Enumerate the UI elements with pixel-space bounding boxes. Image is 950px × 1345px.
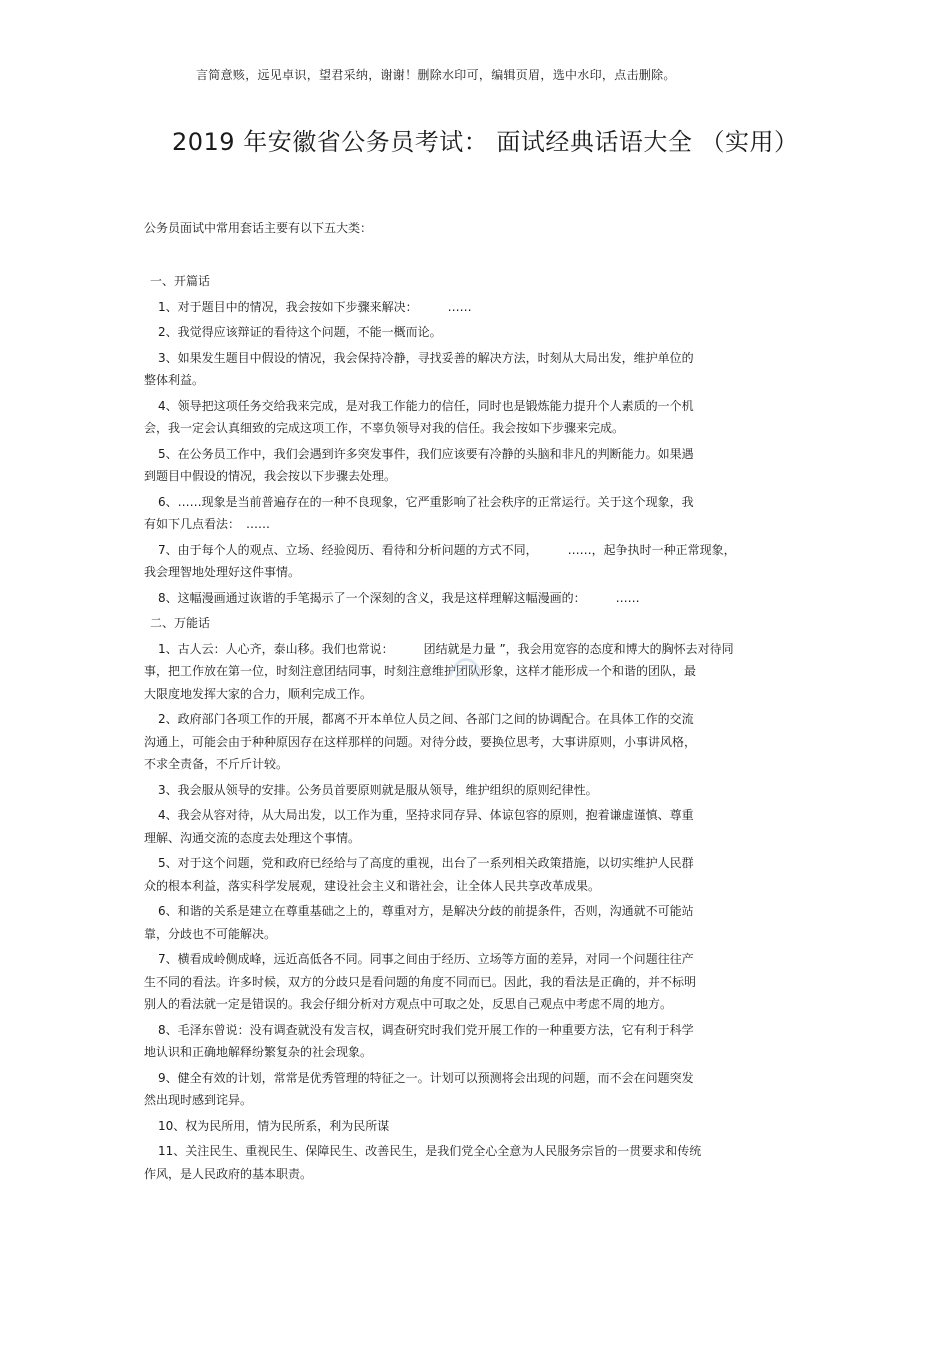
list-item-line: 有如下几点看法： ……	[144, 517, 271, 531]
section-heading: 二、万能话	[150, 616, 211, 630]
list-item	[144, 347, 804, 392]
list-item	[144, 1019, 804, 1064]
list-item-line: 靠，分歧也不可能解决。	[144, 926, 277, 941]
header-note: 言简意赅，远见卓识，望君采纳，谢谢！删除水印可，编辑页眉，选中水印，点击删除。	[196, 68, 676, 82]
intro-paragraph: 公务员面试中常用套话主要有以下五大类：	[144, 221, 373, 235]
list-item-line: 8、毛泽东曾说：没有调查就没有发言权，调查研究时我们党开展工作的一种重要方法，它有利于科学	[158, 1022, 694, 1037]
list-item	[144, 491, 804, 536]
list-item-line: 10、权为民所用，情为民所系，利为民所谋	[158, 1118, 390, 1133]
list-item-line: 2、我觉得应该辩证的看待这个问题，不能一概而论。	[158, 325, 442, 339]
list-item	[144, 443, 804, 488]
list-item-line: 不求全责备，不斤斤计较。	[144, 757, 289, 771]
list-item-line: 3、如果发生题目中假设的情况，我会保持冷静，寻找妥善的解决方法，时刻从大局出发，维护单位的	[158, 350, 694, 365]
list-item-line: 7、由于每个人的观点、立场、经验阅历、看待和分析问题的方式不同， ……，起争执时一种正常现象，	[158, 542, 736, 557]
list-item-line: 沟通上，可能会由于种种原因存在这样那样的问题。对待分歧，要换位思考，大事讲原则，小事讲风格，	[144, 734, 697, 749]
list-item-line: 2、政府部门各项工作的开展，都离不开本单位人员之间、各部门之间的协调配合。在具体工作的交流	[158, 712, 694, 726]
list-item-line: 会，我一定会认真细致的完成这项工作，不辜负领导对我的信任。我会按如下步骤来完成。	[144, 421, 625, 435]
list-item	[144, 539, 804, 584]
list-item-line: 我会理智地处理好这件事情。	[144, 565, 301, 579]
list-item-line: 大限度地发挥大家的合力，顺利完成工作。	[144, 686, 373, 701]
list-item-line: 6、和谐的关系是建立在尊重基础之上的，尊重对方，是解决分歧的前提条件，否则，沟通就不可能站	[158, 904, 694, 918]
list-item-line: 1、古人云：人心齐，泰山移。我们也常说： 团结就是力量 ”，我会用宽容的态度和博大的胸怀去对待同	[158, 641, 734, 656]
list-item	[144, 587, 804, 610]
document-title: 2019 年安徽省公务员考试： 面试经典话语大全 （实用）	[172, 128, 799, 156]
list-item	[144, 395, 804, 440]
list-item-line: 9、健全有效的计划，常常是优秀管理的特征之一。计划可以预测将会出现的问题，而不会在问题突发	[158, 1070, 694, 1085]
list-item-line: 理解、沟通交流的态度去处理这个事情。	[144, 830, 361, 845]
list-item-line: 然出现时感到诧异。	[144, 1093, 253, 1107]
list-item-line: 生不同的看法。许多时候，双方的分歧只是看问题的角度不同而已。因此，我的看法是正确的，并不标明	[144, 974, 697, 989]
watermark-logo-icon	[444, 646, 488, 686]
list-item	[144, 900, 804, 945]
list-item-line: 7、横看成岭侧成峰，远近高低各不同。同事之间由于经历、立场等方面的差异，对同一个问题往往产	[158, 952, 694, 966]
list-item-line: 11、关注民生、重视民生、保障民生、改善民生，是我们党全心全意为人民服务宗旨的一贯要求和传统	[158, 1144, 702, 1158]
list-item-line: 4、我会从容对待，从大局出发，以工作为重，坚持求同存异、体谅包容的原则，抱着谦虚谨慎、尊重	[158, 808, 694, 822]
list-item	[144, 1067, 804, 1112]
section-heading: 一、开篇话	[150, 274, 211, 288]
list-item-line: 众的根本利益，落实科学发展观，建设社会主义和谐社会，让全体人民共享改革成果。	[144, 878, 601, 893]
list-item-line: 事，把工作放在第一位，时刻注意团结同事，时刻注意维护团队形象，这样才能形成一个和谐的团队，最	[144, 664, 697, 678]
list-item-line: 5、对于这个问题，党和政府已经给与了高度的重视，出台了一系列相关政策措施，以切实维护人民群	[158, 856, 694, 870]
list-item	[144, 852, 804, 897]
list-item	[144, 1140, 804, 1185]
list-item	[144, 804, 804, 849]
list-item-line: 作风，是人民政府的基本职责。	[144, 1166, 313, 1181]
document-body	[144, 270, 804, 1188]
list-item	[144, 1115, 804, 1138]
list-item-line: 8、这幅漫画通过诙谐的手笔揭示了一个深刻的含义，我是这样理解这幅漫画的： ……	[158, 590, 640, 605]
list-item-line: 整体利益。	[144, 373, 205, 387]
list-item-line: 到题目中假设的情况，我会按以下步骤去处理。	[144, 469, 397, 483]
list-item-line: 地认识和正确地解释纷繁复杂的社会现象。	[144, 1045, 373, 1059]
list-item	[144, 296, 804, 319]
list-item	[144, 779, 804, 802]
list-item	[144, 321, 804, 344]
list-item-line: 3、我会服从领导的安排。公务员首要原则就是服从领导，维护组织的原则纪律性。	[158, 782, 598, 797]
list-item-line: 4、领导把这项任务交给我来完成，是对我工作能力的信任，同时也是锻炼能力提升个人素质的一个机	[158, 398, 694, 413]
list-item-line: 别人的看法就一定是错误的。我会仔细分析对方观点中可取之处，反思自己观点中考虑不周的地方。	[144, 997, 673, 1011]
list-item-line: 6、……现象是当前普遍存在的一种不良现象，它严重影响了社会秩序的正常运行。关于这个现象，我	[158, 494, 694, 509]
list-item	[144, 708, 804, 776]
list-item-line: 5、在公务员工作中，我们会遇到许多突发事件，我们应该要有冷静的头脑和非凡的判断能力。如果遇	[158, 446, 694, 461]
list-item-line: 1、对于题目中的情况，我会按如下步骤来解决： ……	[158, 299, 472, 314]
list-item	[144, 948, 804, 1016]
